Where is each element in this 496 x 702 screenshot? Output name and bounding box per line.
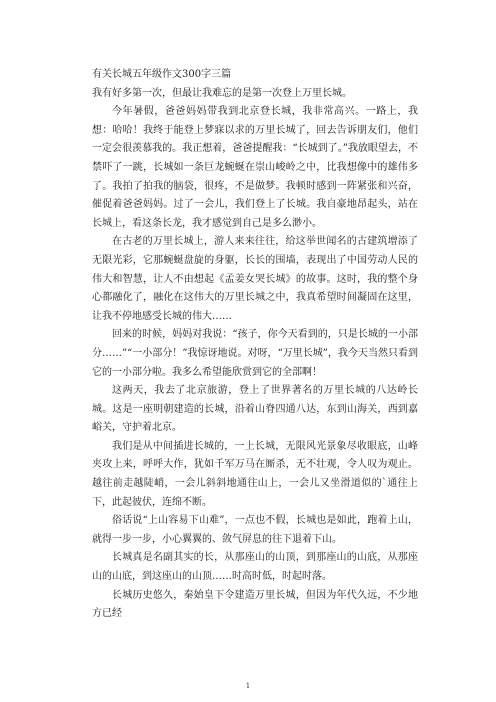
paragraph-8: 长城真是名副其实的长，从那座山的山顶，到那座山的山底，从那座山的山底，到这座山的山顶……时高时低，时起时落。 [92, 552, 418, 583]
document-title: 有关长城五年级作文300字三篇 [92, 69, 232, 80]
paragraph-4: 回来的时候，妈妈对我说：“孩子，你今天看到的，只是长城的一小部分……”“一小部分！”我惊讶地说。对呀，“万里长城”，我今天当然只看到它的一小部分啦。我多么希望能欣赏到它的全部啊！ [92, 329, 418, 378]
paragraph-2: 今年暑假，爸爸妈妈带我到北京登长城，我非常高兴。一路上，我想：哈哈！我终于能登上梦寐以求的万里长城了，回去告诉朋友们，他们一定会很羡慕我的。我正想着，爸爸提醒我：“长城到了。”我放眼望去，不禁吓了一跳，长城如一条巨龙蜿蜒在崇山峻岭之中，比我想像中的雄伟多了。我拍了拍我的脑袋，很疼，不是做梦。我顿时感到一阵紧张和兴奋，催促着爸爸妈妈。过了一会儿，我们登上了长城。我自豪地昂起头，站在长城上，看这条长龙，我才感觉到自己是多么渺小。 [92, 106, 418, 229]
paragraph-6: 我们是从中间插进长城的，一上长城，无限风光景象尽收眼底，山峰夹攻上来，呼呼大作，犹如千军万马在厮杀，无不壮观，令人叹为观止。越往前走越陡峭，一会儿斜斜地通往山上，一会儿又坐滑道似的`通往上下，此起彼伏，连绵不断。 [92, 440, 418, 508]
paragraph-7: 俗话说“上山容易下山难”，一点也不假，长城也是如此，跑着上山，就得一步一步，小心翼翼的、敛气屏息的往下退着下山。 [92, 515, 418, 545]
paragraph-5: 这两天，我去了北京旅游，登上了世界著名的万里长城的八达岭长城。这是一座明朝建造的长城，沿着山脊四通八达，东到山海关，西到嘉峪关，守护着北京。 [92, 385, 418, 434]
paragraph-9: 长城历史悠久，秦始皇下令建造万里长城，但因为年代久远，不少地方已经 [92, 589, 418, 620]
paragraph-1: 我有好多第一次，但最让我难忘的是第一次登上万里长城。 [92, 87, 352, 99]
page-number: 1 [245, 682, 251, 690]
paragraph-3: 在古老的万里长城上，游人来来往往，给这举世闻名的古建筑增添了无限光彩，它那蜿蜒盘旋的身躯，长长的围墙，表现出了中国劳动人民的伟大和智慧，让人不由想起《孟姜女哭长城》的故事。这时，我的整个身心都融化了，融化在这伟大的万里长城之中，我真希望时间凝固在这里，让我不停地感受长城的伟大…… [92, 236, 418, 322]
document-page [92, 66, 418, 624]
